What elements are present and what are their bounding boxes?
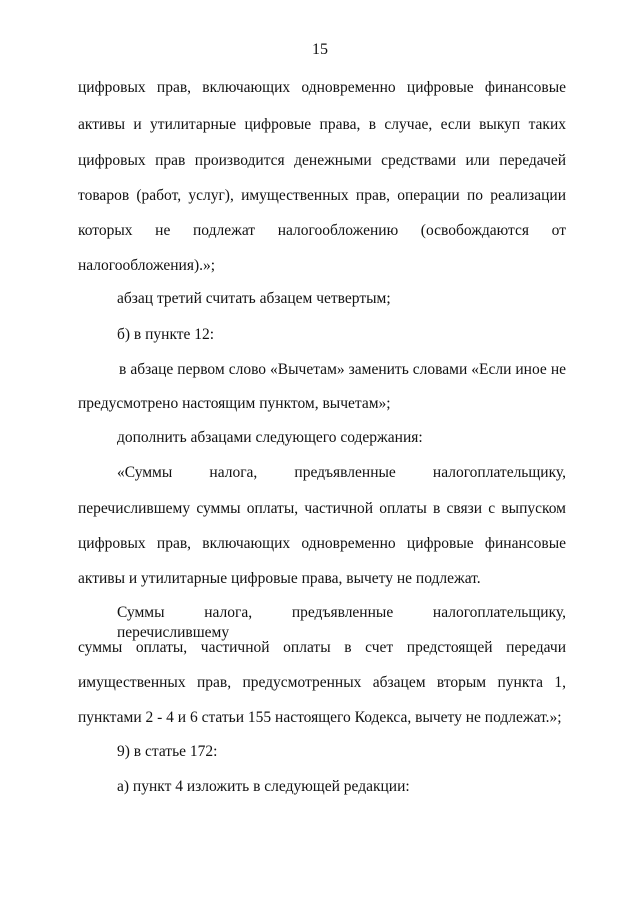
text-line: активы и утилитарные цифровые права, вычету не подлежат. <box>78 570 481 587</box>
text-line: активы и утилитарные цифровые права, в случае, если выкуп таких <box>78 116 566 133</box>
text-line: цифровых прав, включающих одновременно цифровые финансовые <box>78 79 566 96</box>
text-line: Суммы налога, предъявленные налогоплательщику, перечислившему <box>117 604 566 641</box>
text-line: цифровых прав, включающих одновременно цифровые финансовые <box>78 535 566 552</box>
text-line: б) в пункте 12: <box>117 326 215 343</box>
text-line: в абзаце первом слово «Вычетам» заменить словами «Если иное не <box>119 361 566 378</box>
text-line: налогообложения).»; <box>78 257 216 274</box>
text-line: а) пункт 4 изложить в следующей редакции: <box>117 778 410 795</box>
text-line: товаров (работ, услуг), имущественных прав, операции по реализации <box>78 187 566 204</box>
page-number: 15 <box>312 41 328 58</box>
text-line: суммы оплаты, частичной оплаты в счет предстоящей передачи <box>78 639 566 656</box>
text-line: пунктами 2 - 4 и 6 статьи 155 настоящего Кодекса, вычету не подлежат.»; <box>78 709 562 726</box>
text-line: дополнить абзацами следующего содержания: <box>117 429 423 446</box>
text-line: имущественных прав, предусмотренных абзацем вторым пункта 1, <box>78 674 566 691</box>
text-line: 9) в статье 172: <box>117 743 218 760</box>
text-line: цифровых прав производится денежными средствами или передачей <box>78 152 566 169</box>
text-line: абзац третий считать абзацем четвертым; <box>117 290 391 307</box>
text-line: «Суммы налога, предъявленные налогоплательщику, <box>117 464 566 481</box>
text-line: предусмотрено настоящим пунктом, вычетам»; <box>78 395 391 412</box>
text-line: которых не подлежат налогообложению (освобождаются от <box>78 222 566 239</box>
text-line: перечислившему суммы оплаты, частичной оплаты в связи с выпуском <box>78 500 566 517</box>
